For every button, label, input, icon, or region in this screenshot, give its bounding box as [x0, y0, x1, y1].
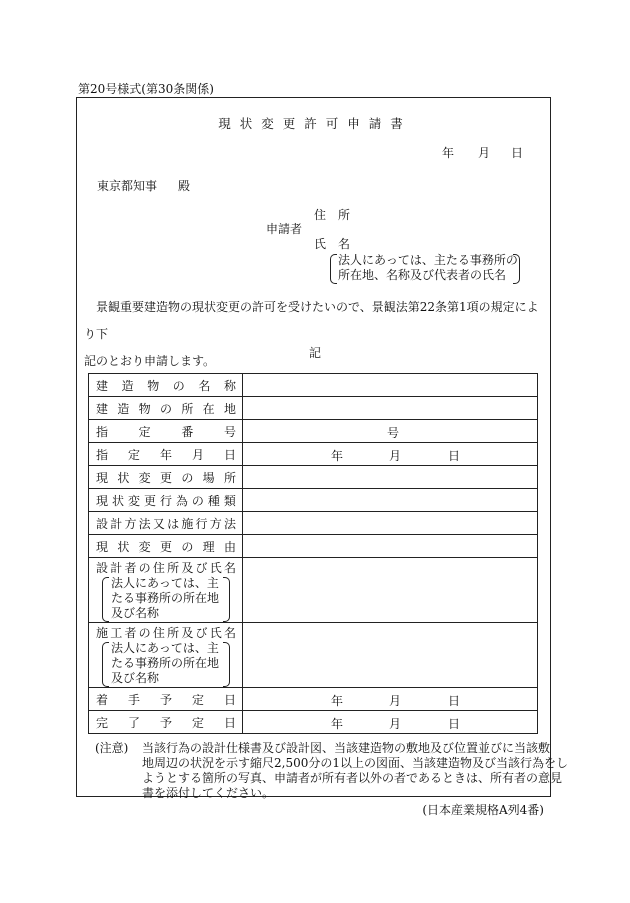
corporate-note-line: たる事務所の所在地	[111, 656, 220, 670]
row-value-cell[interactable]	[243, 397, 538, 420]
row-label: 着 手 予 定 日	[96, 692, 236, 707]
row-value-cell[interactable]	[243, 711, 538, 734]
corporate-note	[102, 641, 230, 687]
statement-line: 景観重要建造物の現状変更の許可を受けたいので、景観法第22条第1項の規定により下	[84, 300, 539, 341]
applicant-name-label: 氏名	[314, 237, 363, 251]
row-label: 設 計 方 法 又 は 施 行 方 法	[96, 516, 236, 531]
table-row	[89, 466, 538, 489]
row-label-cell	[89, 420, 243, 443]
notes-line: ようとする箇所の写真、申請者が所有者以外の者であるときは、所有者の意見	[142, 771, 563, 785]
paper-standard: (日本産業規格A列4番)	[422, 803, 544, 817]
date-month-label: 月	[389, 449, 402, 463]
applicant-corporate-note	[330, 253, 520, 283]
date-month-label: 月	[478, 146, 491, 160]
row-label-cell	[89, 466, 243, 489]
row-label-cell	[89, 397, 243, 420]
date-year-label: 年	[331, 449, 344, 463]
row-value-cell[interactable]	[243, 374, 538, 397]
row-label-cell	[89, 688, 243, 711]
date-day-label: 日	[448, 694, 461, 708]
table-row	[89, 443, 538, 466]
row-value-cell[interactable]	[243, 623, 538, 688]
table-row	[89, 489, 538, 512]
row-label: 指 定 番 号	[96, 424, 236, 439]
table-row	[89, 397, 538, 420]
row-value-cell[interactable]	[243, 489, 538, 512]
row-value-cell[interactable]	[243, 443, 538, 466]
row-label-cell	[89, 443, 243, 466]
date-month-label: 月	[389, 694, 402, 708]
row-value-cell[interactable]	[243, 512, 538, 535]
table-row	[89, 711, 538, 734]
applicant-label: 申請者	[266, 222, 303, 236]
table-row	[89, 688, 538, 711]
row-label-cell	[89, 489, 243, 512]
date-year-label: 年	[331, 694, 344, 708]
notes-prefix: (注意)	[95, 741, 129, 755]
number-unit-label: 号	[387, 426, 400, 440]
row-label-cell	[89, 711, 243, 734]
row-label: 建 造 物 の 名 称	[96, 378, 236, 393]
row-value-cell[interactable]	[243, 466, 538, 489]
row-value-cell[interactable]	[243, 688, 538, 711]
table-row	[89, 420, 538, 443]
row-label-cell	[89, 512, 243, 535]
corporate-note-line: 法人にあっては、主たる事務所の	[338, 253, 518, 267]
row-label: 現 状 変 更 の 場 所	[96, 470, 236, 485]
row-value-cell[interactable]	[243, 535, 538, 558]
notes-line: 地周辺の状況を示す縮尺2,500分の1以上の図面、当該建造物及び当該行為をし	[142, 756, 568, 770]
date-day-label: 日	[448, 717, 461, 731]
row-label-cell	[89, 535, 243, 558]
corporate-note-line: 法人にあっては、主	[111, 576, 219, 590]
applicant-address-label: 住所	[314, 208, 363, 222]
form-number: 第20号様式(第30条関係)	[78, 82, 214, 96]
row-label-cell	[89, 558, 243, 623]
date-year-label: 年	[331, 717, 344, 731]
table-row	[89, 535, 538, 558]
row-label: 施 工 者 の 住 所 及 び 氏 名	[96, 626, 236, 640]
corporate-note-line: 法人にあっては、主	[111, 641, 219, 655]
table-row	[89, 623, 538, 688]
addressee-suffix: 殿	[178, 179, 191, 193]
corporate-note-line: 及び名称	[111, 606, 160, 620]
ki-heading: 記	[308, 346, 321, 360]
row-value-cell[interactable]	[243, 558, 538, 623]
row-label: 設 計 者 の 住 所 及 び 氏 名	[96, 561, 236, 575]
corporate-note-line: たる事務所の所在地	[111, 591, 220, 605]
date-day-label: 日	[511, 146, 524, 160]
date-month-label: 月	[389, 717, 402, 731]
date-year-label: 年	[442, 146, 455, 160]
table-row	[89, 374, 538, 397]
row-label-cell	[89, 374, 243, 397]
row-label: 指 定 年 月 日	[96, 447, 236, 462]
corporate-note	[102, 576, 230, 622]
corporate-note-line: 所在地、名称及び代表者の氏名	[338, 268, 507, 282]
corporate-note-line: 及び名称	[111, 671, 160, 685]
row-label: 建 造 物 の 所 在 地	[96, 401, 236, 416]
application-items-table	[88, 373, 538, 734]
notes-line: 書を添付してください。	[142, 786, 275, 800]
row-label-cell	[89, 623, 243, 688]
row-label: 現 状 変 更 行 為 の 種 類	[96, 493, 236, 508]
table-row	[89, 512, 538, 535]
addressee: 東京都知事	[97, 179, 158, 193]
application-statement	[84, 294, 544, 375]
row-label: 完 了 予 定 日	[96, 715, 236, 730]
statement-line: 記のとおり申請します。	[84, 354, 216, 368]
form-title: 現状変更許可申請書	[218, 116, 412, 131]
row-label: 現 状 変 更 の 理 由	[96, 539, 236, 554]
notes-line: 当該行為の設計仕様書及び設計図、当該建造物の敷地及び位置並びに当該敷	[142, 741, 551, 755]
row-value-cell[interactable]	[243, 420, 538, 443]
table-row	[89, 558, 538, 623]
date-day-label: 日	[448, 449, 461, 463]
